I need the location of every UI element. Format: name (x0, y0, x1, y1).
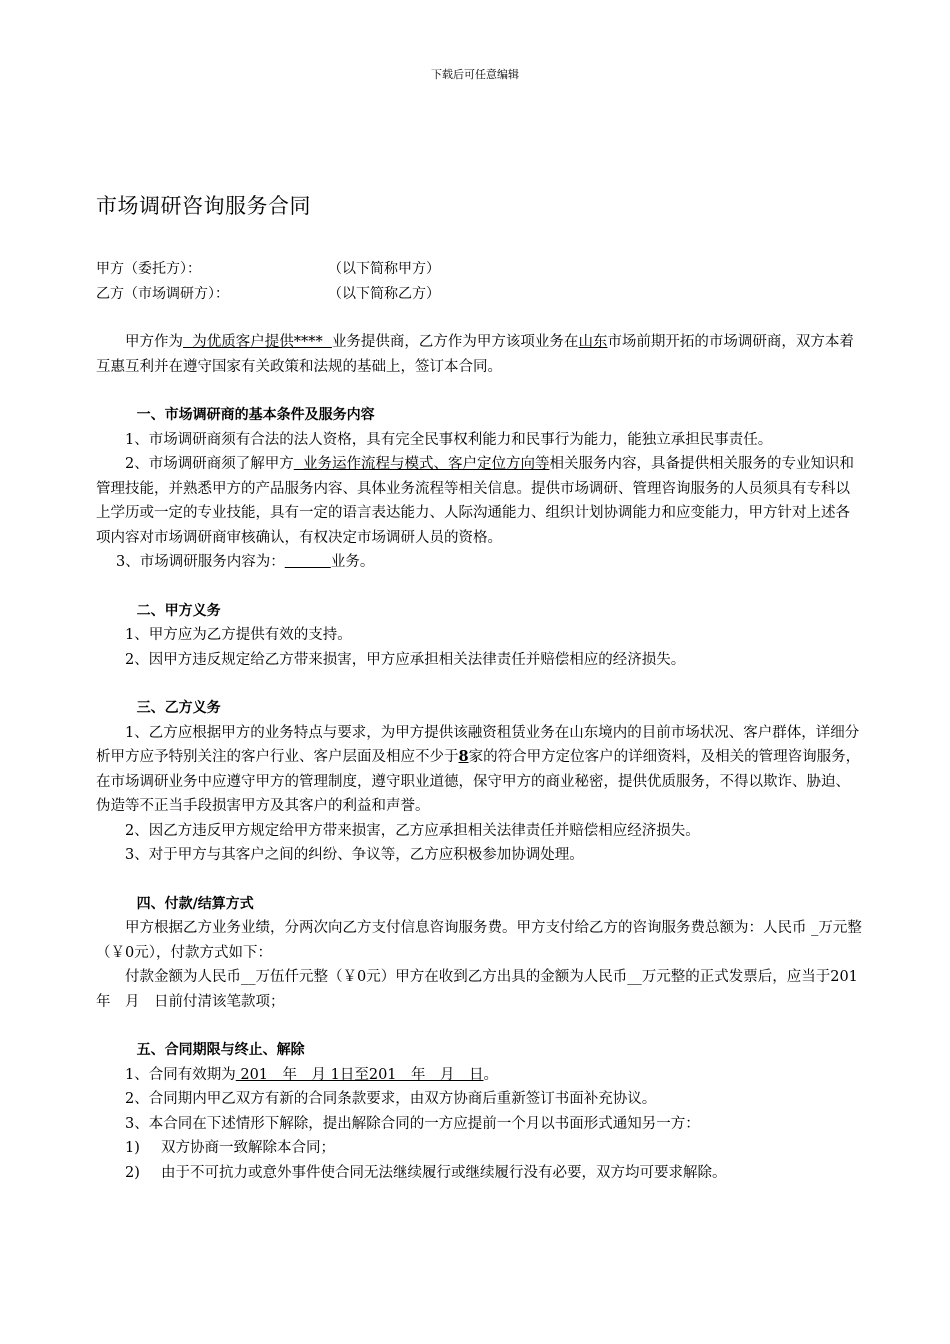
section-2-item-2: 2、因甲方违反规定给乙方带来损害，甲方应承担相关法律责任并赔偿相应的经济损失。 (125, 651, 686, 668)
party-b-label: 乙方（市场调研方）： (96, 286, 229, 302)
section-4-heading: 四、付款/结算方式 (136, 895, 254, 912)
party-b-note: （以下简称乙方） (328, 286, 440, 302)
section-1-item-3-blank (285, 554, 331, 570)
section-1-heading: 一、市场调研商的基本条件及服务内容 (136, 407, 375, 423)
section-5-item-1-period: 201 年 月 1日至201 年 月 日 (235, 1066, 484, 1083)
party-b-line (96, 283, 440, 303)
section-1-item-2-blank: 业务运作流程与模式、客户定位方向等 (293, 456, 550, 472)
contract-body (96, 330, 873, 1185)
party-a-note: （以下简称甲方） (328, 261, 440, 277)
section-3-heading: 三、乙方义务 (136, 700, 221, 716)
intro-region-blank: 山东 (578, 334, 608, 350)
section-2-heading: 二、甲方义务 (136, 602, 221, 619)
section-1-item-3: 3、市场调研服务内容为： 业务。 (116, 554, 375, 570)
section-5-heading: 五、合同期限与终止、解除 (136, 1042, 305, 1058)
section-5-item-1: 1、合同有效期为 201 年 月 1日至201 年 月 日。 (125, 1066, 499, 1083)
section-5-item-3: 3、本合同在下述情形下解除，提出解除合同的一方应提前一个月以书面形式通知另一方： (125, 1115, 700, 1132)
page-header: 下载后可任意编辑 (431, 68, 519, 81)
section-2-item-1: 1、甲方应为乙方提供有效的支持。 (125, 627, 352, 643)
section-4-paragraph-2: 付款金额为人民币__万伍仟元整（￥0元）甲方在收到乙方出具的金额为人民币__万元整的正式发票后，应当于201 年 月 日前付清该笔款项； (96, 969, 873, 1010)
party-a-line (96, 258, 440, 278)
intro-paragraph: 甲方作为 为优质客户提供**** 业务提供商，乙方作为甲方该项业务在山东市场前期开拓的市场调研商，双方本着互惠互利并在遵守国家有关政策和法规的基础上，签订本合同。 (96, 334, 854, 375)
section-3-item-1-count: 8 (458, 748, 469, 765)
section-1-item-1: 1、市场调研商须有合法的法人资格，具有完全民事权利能力和民事行为能力，能独立承担民事责任。 (125, 431, 773, 448)
section-3-item-1: 1、乙方应根据甲方的业务特点与要求，为甲方提供该融资租赁业务在山东境内的目前市场状况、客户群体，详细分析甲方应予特别关注的客户行业、客户层面及相应不少于8家的符合甲方定位客户的详细资料，及相关的管理咨询服务，在市场调研业务中应遵守甲方的管理制度，遵守职业道德，保守甲方的商业秘密，提供优质服务，不得以欺诈、胁迫、伪造等不正当手段损害甲方及其客户的利益和声誉。 (96, 724, 861, 814)
intro-business-blank: 为优质客户提供**** (183, 334, 332, 350)
section-3-item-3: 3、对于甲方与其客户之间的纠纷、争议等，乙方应积极参加协调处理。 (125, 847, 584, 863)
party-a-label: 甲方（委托方）： (96, 261, 201, 277)
section-3-item-2: 2、因乙方违反甲方规定给甲方带来损害，乙方应承担相关法律责任并赔偿相应经济损失。 (125, 822, 700, 839)
section-5-list-item-2: 2) 由于不可抗力或意外事件使合同无法继续履行或继续履行没有必要，双方均可要求解除。 (125, 1164, 727, 1181)
section-5-item-2: 2、合同期内甲乙双方有新的合同条款要求，由双方协商后重新签订书面补充协议。 (125, 1091, 657, 1107)
section-1-item-2: 2、市场调研商须了解甲方 业务运作流程与模式、客户定位方向等相关服务内容，具备提供相关服务的专业知识和管理技能，并熟悉甲方的产品服务内容、具体业务流程等相关信息。提供市场调研、管理咨询服务的人员须具有专科以上学历或一定的专业技能，具有一定的语言表达能力、人际沟通能力、组织计划协调能力和应变能力，甲方针对上述各项内容对市场调研商审核确认，有权决定市场调研人员的资格。 (96, 456, 854, 546)
contract-title: 市场调研咨询服务合同 (96, 194, 311, 218)
section-4-paragraph-1: 甲方根据乙方业务业绩，分两次向乙方支付信息咨询服务费。甲方支付给乙方的咨询服务费总额为：人民币 _万元整（￥0元），付款方式如下： (96, 920, 862, 961)
section-5-list-item-1: 1) 双方协商一致解除本合同； (125, 1140, 335, 1156)
